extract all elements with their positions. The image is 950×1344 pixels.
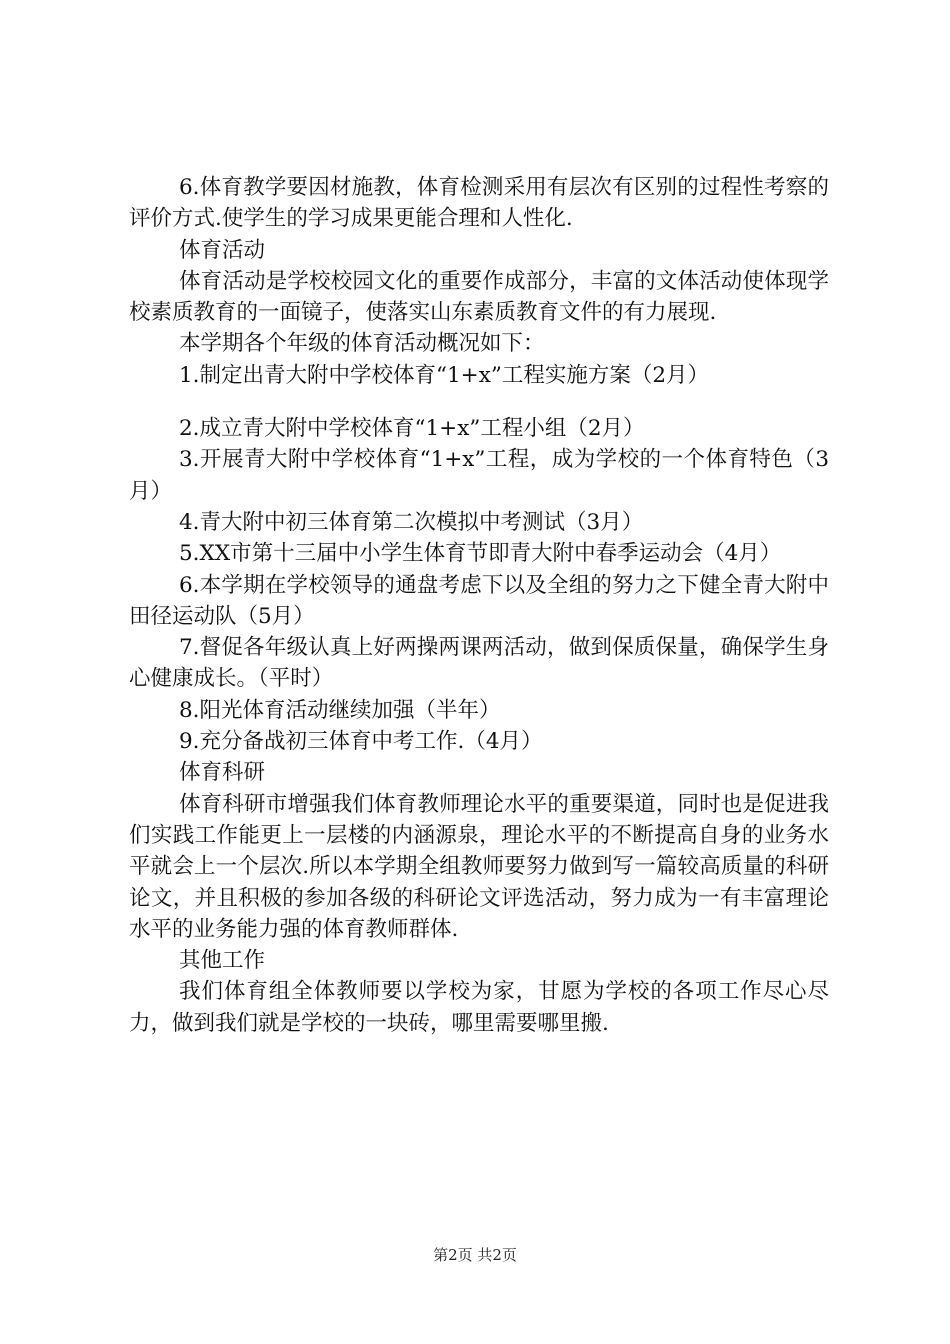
document-body [129,172,829,1039]
heading-other-work: 其他工作 [179,948,266,974]
activity-item-6: 6.本学期在学校领导的通盘考虑下以及全组的努力之下健全青大附中田径运动队（5月） [129,572,829,629]
paragraph-research: 体育科研市增强我们体育教师理论水平的重要渠道，同时也是促进我们实践工作能更上一层楼的内涵源泉，理论水平的不断提高自身的业务水平就会上一个层次.所以本学期全组教师要努力做到写一篇较高质量的科研论文，并且积极的参加各级的科研论文评选活动，努力成为一有丰富理论水平的业务能力强的体育教师群体. [129,791,829,942]
heading-sports-research: 体育科研 [179,760,266,786]
activity-item-4: 4.青大附中初三体育第二次模拟中考测试（3月） [179,509,644,535]
heading-sports-activities: 体育活动 [179,237,266,263]
activity-item-2: 2.成立青大附中学校体育“1+x”工程小组（2月） [179,416,645,442]
paragraph-activities-intro: 体育活动是学校校园文化的重要作成部分，丰富的文体活动使体现学校素质教育的一面镜子，使落实山东素质教育文件的有力展现. [129,268,829,326]
paragraph-activities-overview: 本学期各个年级的体育活动概况如下： [179,331,545,357]
paragraph-teaching-point-6: 6.体育教学要因材施教，体育检测采用有层次有区别的过程性考察的评价方式.使学生的学习成果更能合理和人性化. [129,175,829,232]
page-number-footer: 第2页 共2页 [433,1246,517,1264]
activity-item-1: 1.制定出青大附中学校体育“1+x”工程实施方案（2月） [179,362,709,388]
activity-item-7: 7.督促各年级认真上好两操两课两活动，做到保质保量，确保学生身心健康成长。（平时） [129,635,829,692]
activity-item-3: 3.开展青大附中学校体育“1+x”工程，成为学校的一个体育特色（3月） [129,447,829,504]
activity-item-9: 9.充分备战初三体育中考工作.（4月） [179,729,543,755]
activity-item-5: 5.XX市第十三届中小学生体育节即青大附中春季运动会（4月） [179,541,782,567]
activity-item-8: 8.阳光体育活动继续加强（半年） [179,697,501,723]
paragraph-other-work: 我们体育组全体教师要以学校为家，甘愿为学校的各项工作尽心尽力，做到我们就是学校的一块砖，哪里需要哪里搬. [129,979,829,1036]
